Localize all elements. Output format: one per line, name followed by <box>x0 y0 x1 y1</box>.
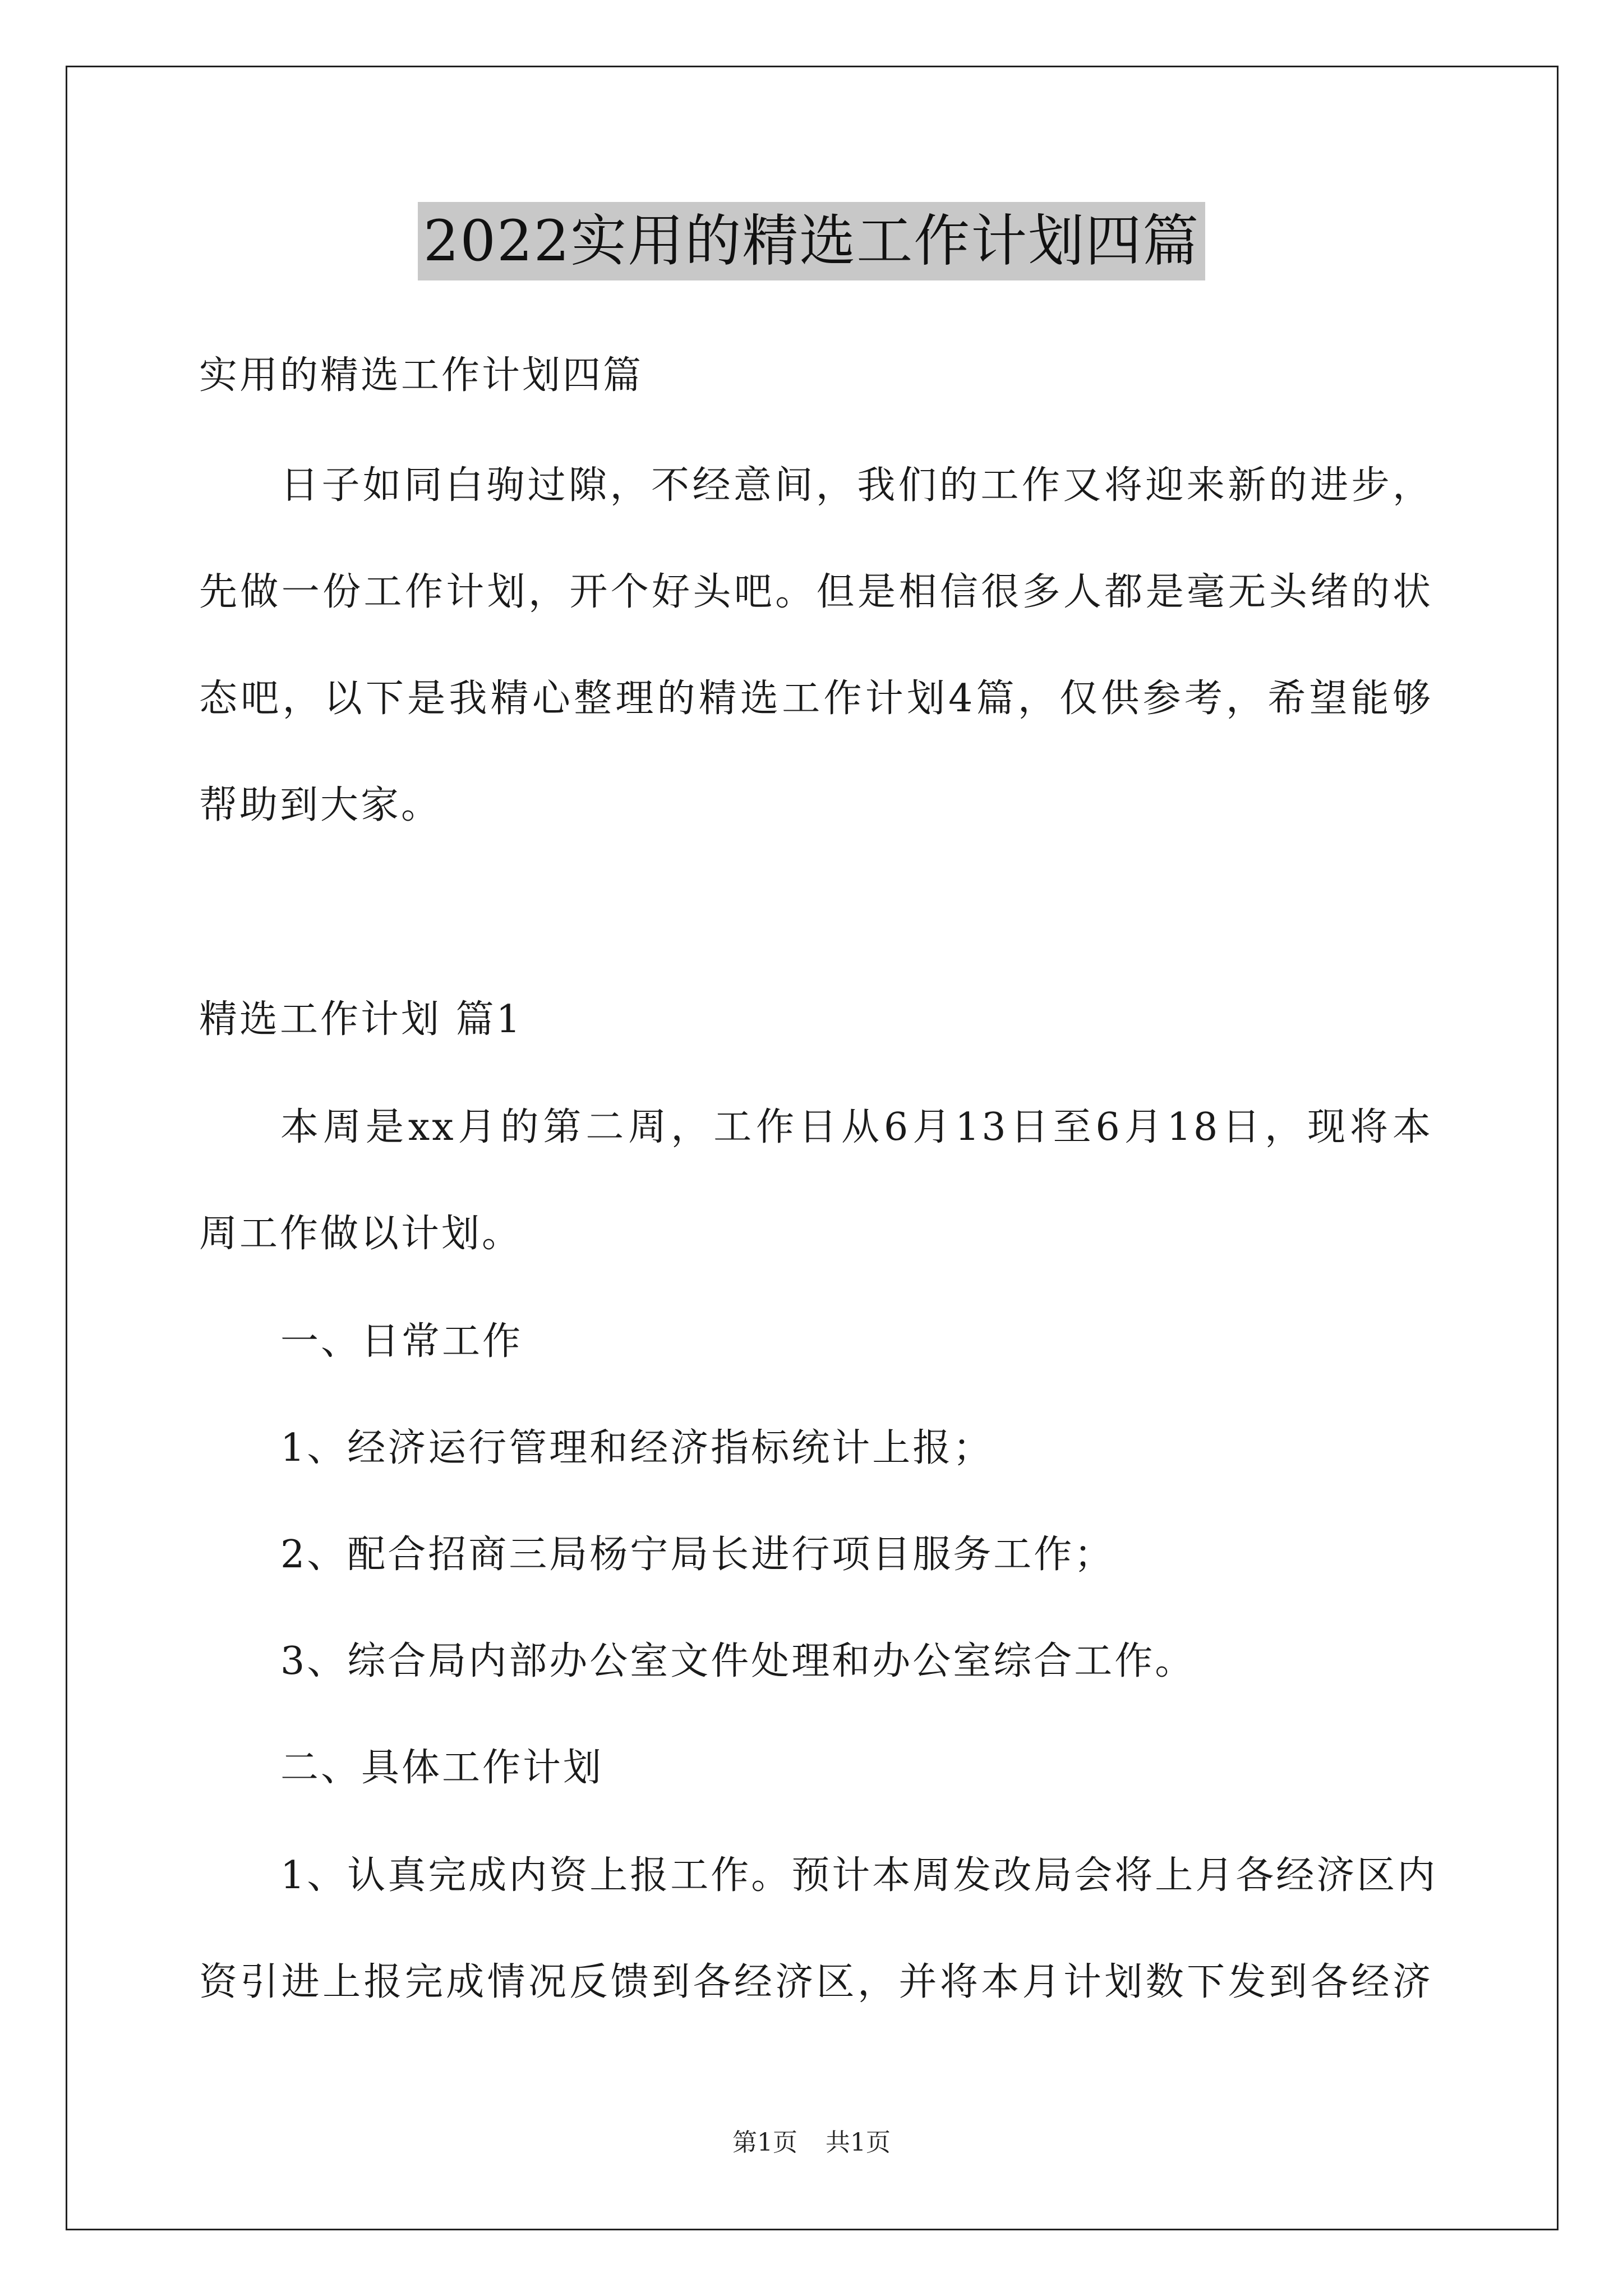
section-para-line-2: 周工作做以计划。 <box>199 1212 523 1256</box>
page-footer <box>0 2126 1623 2160</box>
daily-item-1: 1、经济运行管理和经济指标统计上报； <box>280 1426 994 1470</box>
daily-item-2: 2、配合招商三局杨宁局长进行项目服务工作； <box>280 1533 1115 1577</box>
plan-item-1-line-2: 资引进上报完成情况反馈到各经济区，并将本月计划数下发到各经济 <box>199 1960 1433 2004</box>
section-para-line-1: 本周是xx月的第二周，工作日从6月13日至6月18日，现将本 <box>280 1105 1433 1149</box>
intro-line-4: 帮助到大家。 <box>199 783 442 827</box>
document-title: 2022实用的精选工作计划四篇 <box>418 202 1206 280</box>
intro-line-2: 先做一份工作计划，开个好头吧。但是相信很多人都是毫无头绪的状 <box>199 570 1433 614</box>
plan-item-1-line-1: 1、认真完成内资上报工作。预计本周发改局会将上月各经济区内 <box>280 1853 1438 1898</box>
intro-line-1: 日子如同白驹过隙，不经意间，我们的工作又将迎来新的进步， <box>280 463 1433 508</box>
daily-work-heading: 一、日常工作 <box>280 1319 523 1364</box>
plan-heading: 二、具体工作计划 <box>280 1746 604 1790</box>
section-heading: 精选工作计划 篇1 <box>199 997 523 1042</box>
page-number: 第1页 <box>732 2128 797 2157</box>
title-container <box>0 202 1623 280</box>
daily-item-3: 3、综合局内部办公室文件处理和办公室综合工作。 <box>280 1639 1196 1683</box>
intro-line-3: 态吧，以下是我精心整理的精选工作计划4篇，仅供参考，希望能够 <box>199 677 1433 721</box>
document-subtitle: 实用的精选工作计划四篇 <box>199 353 644 398</box>
page-total: 共1页 <box>826 2128 891 2157</box>
